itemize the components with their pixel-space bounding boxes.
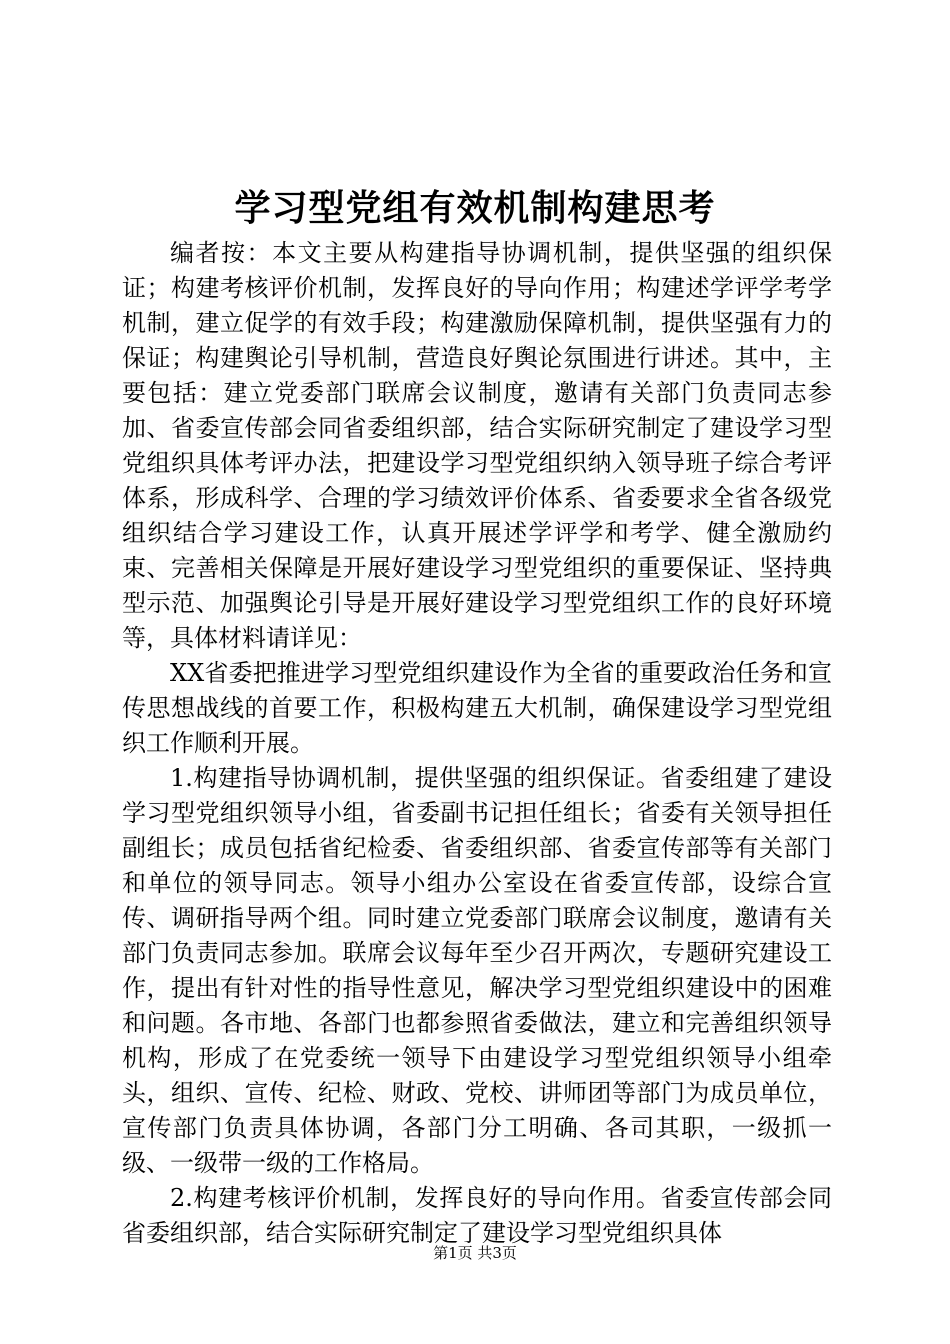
document-title: 学习型党组有效机制构建思考 <box>234 187 716 229</box>
page-footer: 第1页 共3页 <box>433 1244 517 1262</box>
paragraph-section-2: 2.构建考核评价机制，发挥良好的导向作用。省委宣传部会同省委组织部，结合实际研究制定了建设学习型党组织具体 <box>122 1184 832 1247</box>
document-body <box>122 236 832 1251</box>
paragraph-section-1: 1.构建指导协调机制，提供坚强的组织保证。省委组建了建设学习型党组织领导小组，省委副书记担任组长；省委有关领导担任副组长；成员包括省纪检委、省委组织部、省委宣传部等有关部门和单位的领导同志。领导小组办公室设在省委宣传部，设综合宣传、调研指导两个组。同时建立党委部门联席会议制度，邀请有关部门负责同志参加。联席会议每年至少召开两次，专题研究建设工作，提出有针对性的指导性意见，解决学习型党组织建设中的困难和问题。各市地、各部门也都参照省委做法，建立和完善组织领导机构，形成了在党委统一领导下由建设学习型党组织领导小组牵头，组织、宣传、纪检、财政、党校、讲师团等部门为成员单位，宣传部门负责具体协调，各部门分工明确、各司其职，一级抓一级、一级带一级的工作格局。 <box>122 764 832 1177</box>
paragraph-intro: XX省委把推进学习型党组织建设作为全省的重要政治任务和宣传思想战线的首要工作，积极构建五大机制，确保建设学习型党组织工作顺利开展。 <box>122 659 832 757</box>
paragraph-editor-note: 编者按：本文主要从构建指导协调机制，提供坚强的组织保证；构建考核评价机制，发挥良好的导向作用；构建述学评学考学机制，建立促学的有效手段；构建激励保障机制，提供坚强有力的保证；构建舆论引导机制，营造良好舆论氛围进行讲述。其中，主要包括：建立党委部门联席会议制度，邀请有关部门负责同志参加、省委宣传部会同省委组织部，结合实际研究制定了建设学习型党组织具体考评办法，把建设学习型党组织纳入领导班子综合考评体系，形成科学、合理的学习绩效评价体系、省委要求全省各级党组织结合学习建设工作，认真开展述学评学和考学、健全激励约束、完善相关保障是开展好建设学习型党组织的重要保证、坚持典型示范、加强舆论引导是开展好建设学习型党组织工作的良好环境等，具体材料请详见： <box>122 239 832 652</box>
